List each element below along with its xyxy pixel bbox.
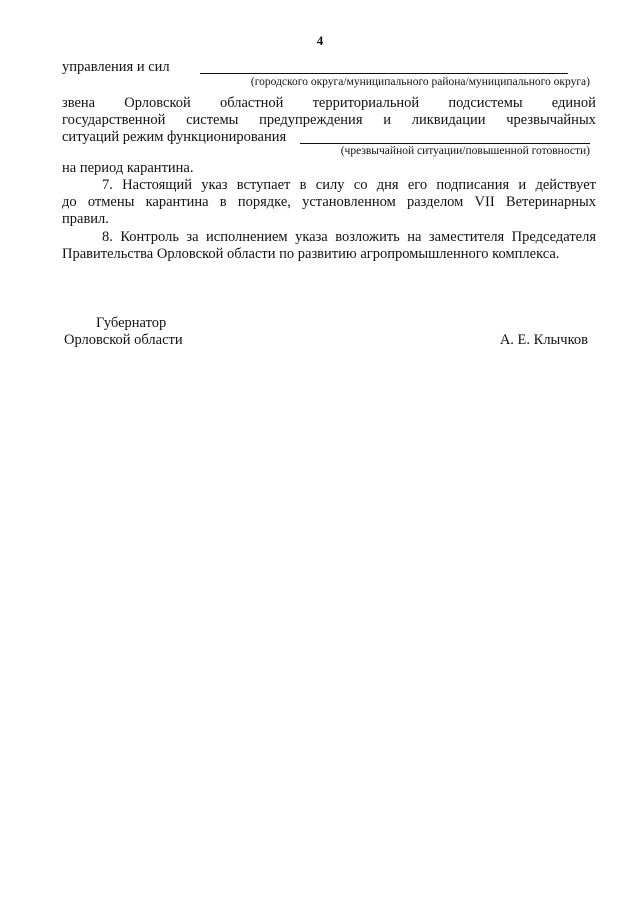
word: системы	[186, 112, 239, 128]
word: Орловской	[124, 95, 191, 111]
page-number: 4	[316, 33, 324, 48]
blank-note-2: (чрезвычайной ситуации/повышенной готовности)	[340, 145, 590, 157]
body-line-5: на период карантина.	[62, 160, 194, 176]
word: единой	[551, 95, 596, 111]
paragraph-8-line-1: 8. Контроль за исполнением указа возложить на заместителя Председателя	[102, 229, 596, 245]
blank-line-2	[300, 143, 590, 144]
paragraph-7-line-3: правил.	[62, 211, 109, 227]
blank-line-1	[200, 73, 568, 74]
body-line-1-label: управления и сил	[62, 59, 170, 75]
signature-name: А. Е. Клычков	[499, 332, 588, 348]
body-line-4-label: ситуаций режим функционирования	[62, 129, 287, 145]
word: государственной	[62, 112, 166, 128]
word: территориальной	[312, 95, 420, 111]
body-line-2	[62, 94, 596, 112]
word: подсистемы	[448, 95, 523, 111]
signature-title-line-2: Орловской области	[64, 332, 183, 348]
word: ликвидации	[411, 112, 486, 128]
paragraph-8-line-2: Правительства Орловской области по развитию агропромышленного комплекса.	[62, 246, 560, 262]
paragraph-7-line-1: 7. Настоящий указ вступает в силу со дня его подписания и действует	[102, 177, 596, 193]
word: предупреждения	[259, 112, 363, 128]
word: и	[383, 112, 391, 128]
paragraph-7-line-2: до отмены карантина в порядке, установленном разделом VII Ветеринарных	[62, 194, 596, 210]
word: областной	[219, 95, 284, 111]
word: чрезвычайных	[506, 112, 596, 128]
signature-title-line-1: Губернатор	[96, 315, 167, 331]
word: звена	[62, 95, 96, 111]
blank-note-1: (городского округа/муниципального района/муниципального округа)	[250, 76, 590, 88]
body-line-3	[62, 111, 596, 129]
